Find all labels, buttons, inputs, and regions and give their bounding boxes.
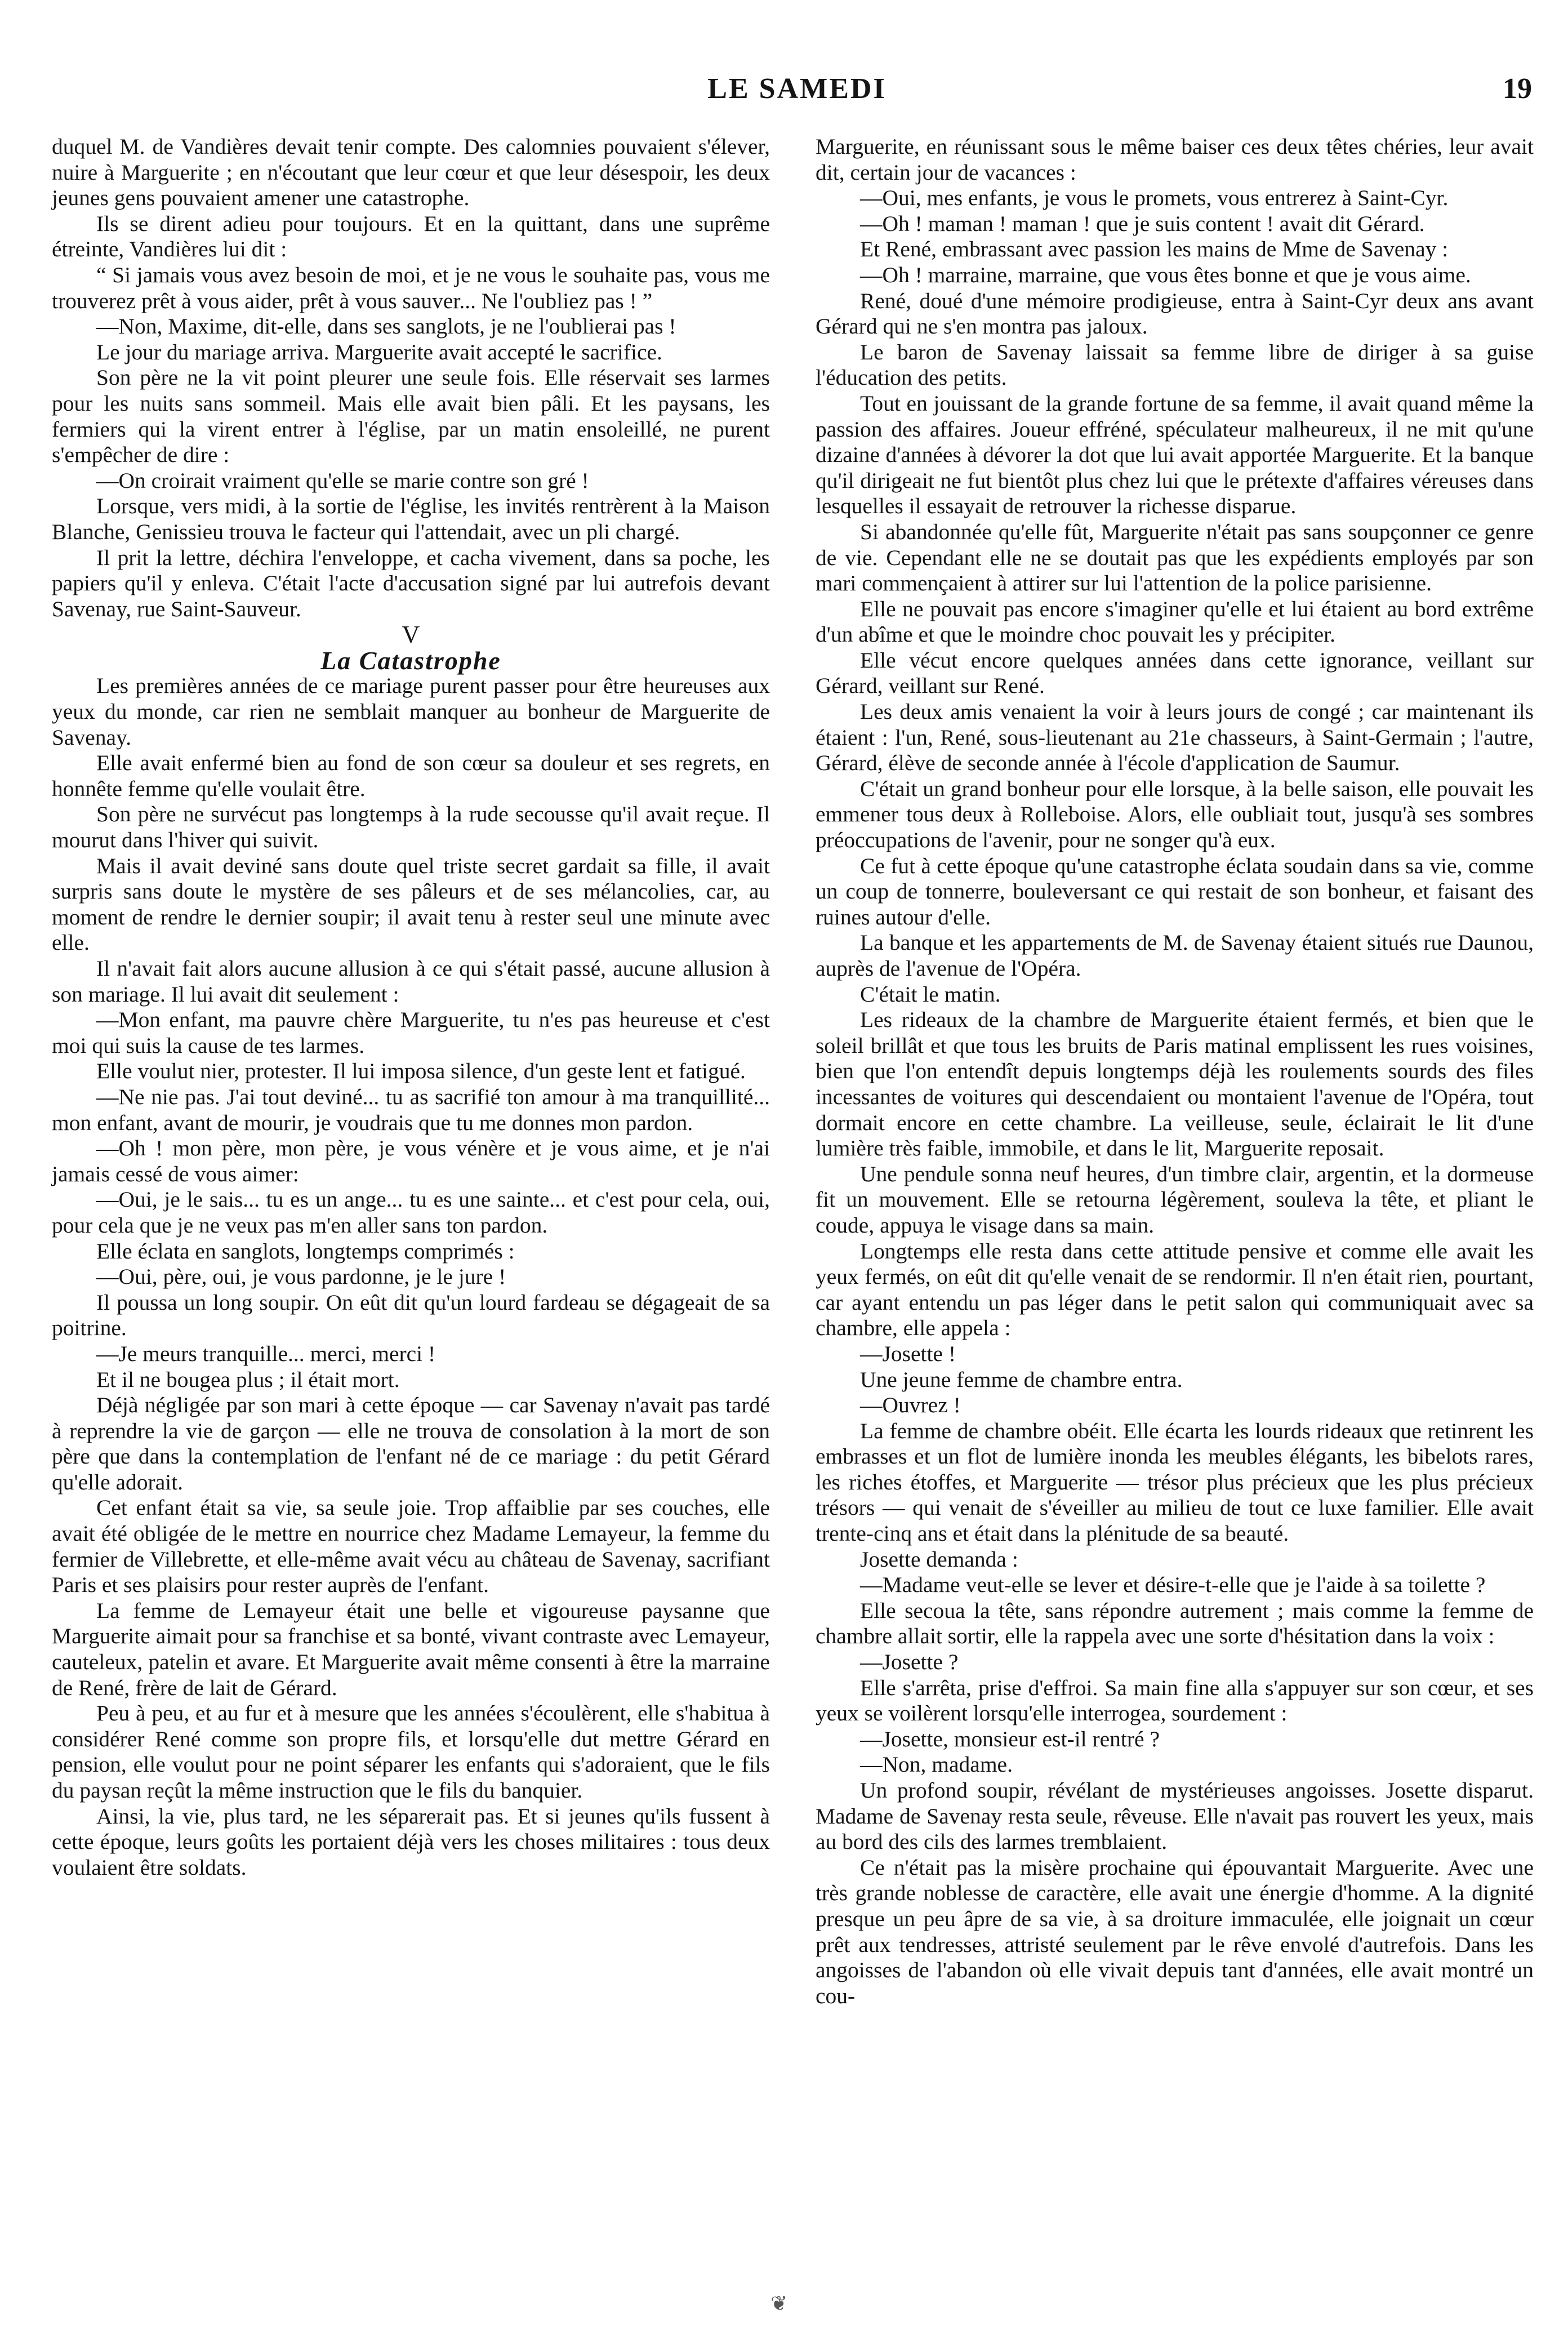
paragraph: Le baron de Savenay laissait sa femme libre de diriger à sa guise l'éducation des petits.: [816, 339, 1534, 390]
paragraph: Tout en jouissant de la grande fortune de sa femme, il avait quand même la passion des affaires. Joueur effréné, spéculateur malheureux, il ne mit qu'une dizaine d'années à dévorer la dot que lui avait apportée Marguerite. Et la banque qu'il dirigeait ne fut bientôt plus chez lui que le prétexte d'affaires véreuses dans lesquelles il essayait de retrouver la richesse disparue.: [816, 390, 1534, 519]
running-title: LE SAMEDI: [707, 73, 887, 105]
paragraph: Déjà négligée par son mari à cette époque — car Savenay n'avait pas tardé à reprendre la vie de garçon — elle ne trouva de consolation à la mort de son père que dans la contemplation de l'enfant né de ce mariage : du petit Gérard qu'elle adorait.: [52, 1393, 770, 1495]
paragraph: —Ouvrez !: [860, 1393, 961, 1418]
paragraph: Une jeune femme de chambre entra.: [860, 1367, 1183, 1392]
paragraph: —Oui, mes enfants, je vous le promets, vous entrerez à Saint-Cyr.: [860, 185, 1449, 211]
paragraph: Son père ne la vit point pleurer une seule fois. Elle réservait ses larmes pour les nuits sans sommeil. Mais elle avait bien pâli. Et les paysans, les fermiers qui la virent entrer à l'église, par un matin ensoleillé, ne purent s'empêcher de dire :: [52, 365, 770, 468]
paragraph: —Josette ?: [860, 1649, 959, 1675]
paragraph: “ Si jamais vous avez besoin de moi, et je ne vous le souhaite pas, vous me trouverez prêt à vous aider, prêt à vous sauver... Ne l'oubliez pas ! ”: [52, 262, 770, 313]
paragraph: Mais il avait deviné sans doute quel triste secret gardait sa fille, il avait surpris sans doute le mystère de ses pâleurs et de ses mélancolies, car, au moment de rendre le dernier soupir; il avait tenu à rester seul une minute avec elle.: [52, 853, 770, 955]
paragraph: —Non, madame.: [860, 1752, 1013, 1777]
paragraph: Elle s'arrêta, prise d'effroi. Sa main fine alla s'appuyer sur son cœur, et ses yeux se voilèrent lorsqu'elle interrogea, sourdement :: [816, 1675, 1534, 1726]
paragraph: Elle vécut encore quelques années dans cette ignorance, veillant sur Gérard, veillant sur René.: [816, 647, 1534, 699]
paragraph: —Oui, père, oui, je vous pardonne, je le jure !: [96, 1264, 506, 1289]
paragraph: Le jour du mariage arriva. Marguerite avait accepté le sacrifice.: [96, 339, 662, 364]
paragraph: —Non, Maxime, dit-elle, dans ses sanglots, je ne l'oublierai pas !: [96, 314, 676, 339]
footer-ornament-icon: ❦: [770, 2292, 788, 2315]
right-column: [816, 134, 1534, 2009]
paragraph: La femme de chambre obéit. Elle écarta les lourds rideaux que retinrent les embrasses et un flot de lumière inonda les meubles élégants, les bibelots rares, les riches étoffes, et Marguerite — trésor plus précieux que les plus précieux trésors — qui venait de s'éveiller au milieu de tout ce luxe familier. Elle avait trente-cinq ans et était dans la plénitude de sa beauté.: [816, 1418, 1534, 1546]
paragraph: Longtemps elle resta dans cette attitude pensive et comme elle avait les yeux fermés, on eût dit qu'elle venait de se rendormir. Il n'en était rien, pourtant, car ayant entendu un pas léger dans le petit salon qui communiquait avec sa chambre, elle appela :: [816, 1238, 1534, 1341]
paragraph: Elle éclata en sanglots, longtemps comprimés :: [96, 1238, 515, 1264]
paragraph: Elle voulut nier, protester. Il lui imposa silence, d'un geste lent et fatigué.: [96, 1058, 746, 1084]
paragraph: Il n'avait fait alors aucune allusion à ce qui s'était passé, aucune allusion à son mariage. Il lui avait dit seulement :: [52, 956, 770, 1007]
paragraph: —Ne nie pas. J'ai tout deviné... tu as sacrifié ton amour à ma tranquillité... mon enfant, avant de mourir, je voudrais que tu me donnes mon pardon.: [52, 1084, 770, 1135]
paragraph: C'était le matin.: [860, 981, 1001, 1007]
paragraph: Les deux amis venaient la voir à leurs jours de congé ; car maintenant ils étaient : l'un, René, sous-lieutenant au 21e chasseurs, à Saint-Germain ; l'autre, Gérard, élève de seconde année à l'école d'application de Saumur.: [816, 699, 1534, 776]
paragraph: La femme de Lemayeur était une belle et vigoureuse paysanne que Marguerite aimait pour sa franchise et sa bonté, vivant contraste avec Lemayeur, cauteleux, patelin et avare. Et Marguerite avait même consenti à être la marraine de René, frère de lait de Gérard.: [52, 1598, 770, 1700]
paragraph: —Je meurs tranquille... merci, merci !: [96, 1341, 436, 1366]
paragraph: —Oui, je le sais... tu es un ange... tu es une sainte... et c'est pour cela, oui, pour cela que je ne veux pas m'en aller sans ton pardon.: [52, 1187, 770, 1238]
paragraph: Il prit la lettre, déchira l'enveloppe, et cacha vivement, dans sa poche, les papiers qu'il y enleva. C'était l'acte d'accusation signé par lui autrefois devant Savenay, rue Saint-Sauveur.: [52, 545, 770, 621]
paragraph: Ils se dirent adieu pour toujours. Et en la quittant, dans une suprême étreinte, Vandières lui dit :: [52, 211, 770, 262]
paragraph: —Oh ! marraine, marraine, que vous êtes bonne et que je vous aime.: [860, 262, 1471, 287]
paragraph: Peu à peu, et au fur et à mesure que les années s'écoulèrent, elle s'habitua à considérer René comme son propre fils, et lorsqu'elle dut mettre Gérard en pension, elle voulut pour ne point séparer les enfants qui s'adoraient, que le fils du paysan reçût la même instruction que le fils du banquier.: [52, 1701, 770, 1803]
paragraph: —Oh ! mon père, mon père, je vous vénère et je vous aime, et je n'ai jamais cessé de vous aimer:: [52, 1136, 770, 1186]
paragraph: Ce fut à cette époque qu'une catastrophe éclata soudain dans sa vie, comme un coup de tonnerre, bouleversant ce qui restait de son bonheur, et faisant des ruines autour d'elle.: [816, 853, 1534, 929]
paragraph: Elle secoua la tête, sans répondre autrement ; mais comme la femme de chambre allait sortir, elle la rappela avec une sorte d'hésitation dans la voix :: [816, 1598, 1534, 1649]
paragraph: René, doué d'une mémoire prodigieuse, entra à Saint-Cyr deux ans avant Gérard qui ne s'en montra pas jaloux.: [816, 288, 1534, 339]
chapter-numeral: V: [402, 621, 420, 649]
paragraph: Elle ne pouvait pas encore s'imaginer qu'elle et lui étaient au bord extrême d'un abîme et que le moindre choc pouvait les y précipiter.: [816, 596, 1534, 647]
paragraph: Lorsque, vers midi, à la sortie de l'église, les invités rentrèrent à la Maison Blanche, Genissieu trouva le facteur qui l'attendait, avec un pli chargé.: [52, 493, 770, 544]
paragraph: duquel M. de Vandières devait tenir compte. Des calomnies pouvaient s'élever, nuire à Marguerite ; en n'écoutant que leur cœur et que leur désespoir, les deux jeunes gens pouvaient amener une catastrophe.: [52, 134, 770, 211]
paragraph: La banque et les appartements de M. de Savenay étaient situés rue Daunou, auprès de l'avenue de l'Opéra.: [816, 930, 1534, 981]
paragraph: Et il ne bougea plus ; il était mort.: [96, 1367, 400, 1392]
paragraph: Elle avait enfermé bien au fond de son cœur sa douleur et ses regrets, en honnête femme qu'elle voulait être.: [52, 750, 770, 801]
paragraph: Si abandonnée qu'elle fût, Marguerite n'était pas sans soupçonner ce genre de vie. Cependant elle ne se doutait pas que les expédients employés par son mari commençaient à attirer sur lui l'attention de la police parisienne.: [816, 519, 1534, 596]
paragraph: Ce n'était pas la misère prochaine qui épouvantait Marguerite. Avec une très grande noblesse de caractère, elle avait une énergie d'homme. A la dignité presque un peu âpre de sa vie, à sa droiture immaculée, elle joignait un cœur prêt aux tendresses, attristé seulement par le rêve envolé d'autrefois. Dans les angoisses de l'abandon où elle vivait depuis tant d'années, elle avait montré un cou-: [816, 1854, 1534, 2008]
page-number: 19: [1503, 73, 1532, 105]
paragraph: Cet enfant était sa vie, sa seule joie. Trop affaiblie par ses couches, elle avait été obligée de le mettre en nourrice chez Madame Lemayeur, la femme du fermier de Villebrette, et elle-même avait vécu au château de Savenay, sacrifiant Paris et ses plaisirs pour rester auprès de l'enfant.: [52, 1495, 770, 1598]
paragraph: —Josette, monsieur est-il rentré ?: [860, 1726, 1160, 1751]
paragraph: Les rideaux de la chambre de Marguerite étaient fermés, et bien que le soleil brillât et que tous les bruits de Paris matinal emplissent les rues voisines, bien que l'on entendît depuis longtemps déjà les roulements sourds des files incessantes de voitures qui descendaient ou montaient l'avenue de l'Opéra, tout dormait encore en cette chambre. La veilleuse, seule, éclairait le lit d'une lumière très faible, immobile, et dans le lit, Marguerite reposait.: [816, 1007, 1534, 1161]
paragraph: —Mon enfant, ma pauvre chère Marguerite, tu n'es pas heureuse et c'est moi qui suis la cause de tes larmes.: [52, 1007, 770, 1058]
paragraph: —Josette !: [860, 1341, 956, 1366]
paragraph: Un profond soupir, révélant de mystérieuses angoisses. Josette disparut. Madame de Savenay resta seule, rêveuse. Elle n'avait pas rouvert les yeux, mais au bord des cils des larmes tremblaient.: [816, 1778, 1534, 1854]
paragraph: Marguerite, en réunissant sous le même baiser ces deux têtes chéries, leur avait dit, certain jour de vacances :: [816, 134, 1534, 185]
paragraph: Son père ne survécut pas longtemps à la rude secousse qu'il avait reçue. Il mourut dans l'hiver qui suivit.: [52, 802, 770, 853]
paragraph: Les premières années de ce mariage purent passer pour être heureuses aux yeux du monde, car rien ne semblait manquer au bonheur de Marguerite de Savenay.: [52, 673, 770, 750]
paragraph: Ainsi, la vie, plus tard, ne les séparerait pas. Et si jeunes qu'ils fussent à cette époque, leurs goûts les portaient déjà vers les choses militaires : tous deux voulaient être soldats.: [52, 1803, 770, 1880]
page-header: [51, 68, 1543, 113]
paragraph: Josette demanda :: [860, 1546, 1018, 1572]
paragraph: Il poussa un long soupir. On eût dit qu'un lourd fardeau se dégageait de sa poitrine.: [52, 1289, 770, 1341]
paragraph: C'était un grand bonheur pour elle lorsque, à la belle saison, elle pouvait les emmener tous deux à Rolleboise. Alors, elle oubliait tout, jusqu'à ses sombres préoccupations de l'avenir, pour ne songer qu'à eux.: [816, 776, 1534, 853]
paragraph: —On croirait vraiment qu'elle se marie contre son gré !: [96, 468, 589, 493]
left-column: [52, 134, 770, 1880]
paragraph: Et René, embrassant avec passion les mains de Mme de Savenay :: [860, 237, 1449, 262]
paragraph: —Oh ! maman ! maman ! que je suis content ! avait dit Gérard.: [860, 211, 1425, 236]
paragraph: Une pendule sonna neuf heures, d'un timbre clair, argentin, et la dormeuse fit un mouvement. Elle se retourna légèrement, souleva la tête, et pliant le coude, appuya le visage dans sa main.: [816, 1161, 1534, 1238]
paragraph: —Madame veut-elle se lever et désire-t-elle que je l'aide à sa toilette ?: [860, 1572, 1486, 1598]
chapter-title: La Catastrophe: [320, 646, 501, 675]
